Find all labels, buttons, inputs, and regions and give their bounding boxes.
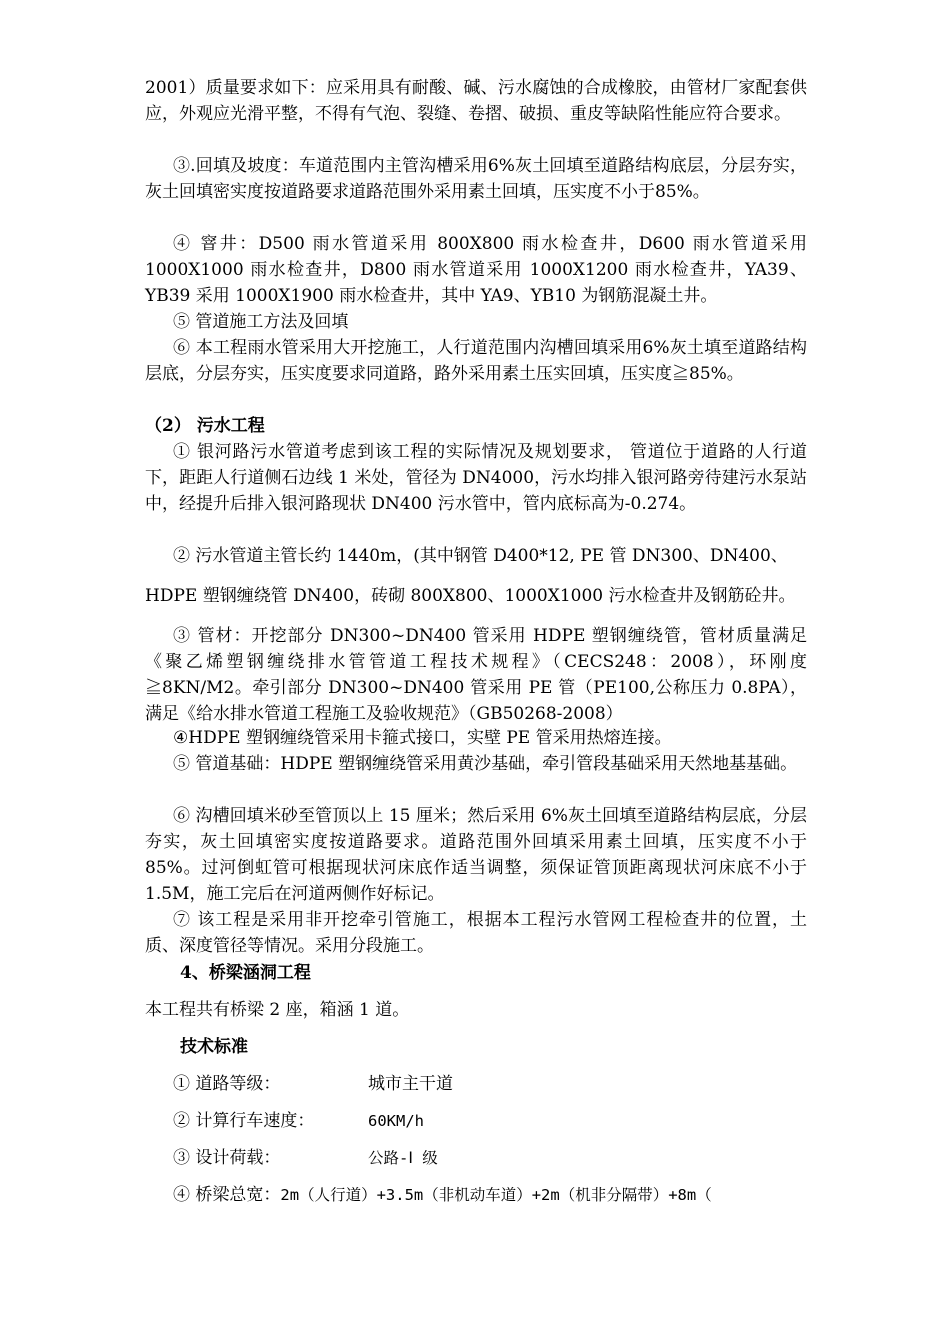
paragraph-sewage-foundation: ⑤ 管道基础：HDPE 塑钢缠绕管采用黄沙基础，牵引管段基础采用天然地基基础。 — [173, 754, 798, 774]
heading-sewage-works: （2） 污水工程 — [145, 416, 265, 436]
standard-row-road-class — [173, 1071, 453, 1097]
paragraph-sewage-material: ③ 管材：开挖部分 DN300~DN400 管采用 HDPE 塑钢缠绕管，管材质量满足《聚乙烯塑钢缠绕排水管管道工程技术规程》（CECS248：2008），环刚度≧8KN/M2。牵引部分 DN300~DN400 管采用 PE 管（PE100,公称压力 0.8PA），满足《给水排水管道工程施工及验收规范》（GB50268-2008） — [145, 626, 807, 724]
standard-row-design-speed — [173, 1108, 424, 1134]
paragraph-rain-method: ⑤ 管道施工方法及回填 — [173, 312, 349, 332]
standard-value: 60KM/h — [368, 1112, 424, 1130]
standard-row-bridge-width — [173, 1182, 712, 1208]
paragraph-rain-excavation: ⑥ 本工程雨水管采用大开挖施工，人行道范围内沟槽回填采用6%灰土填至道路结构层底，分层夯实，压实度要求同道路，路外采用素土压实回填，压实度≧85%。 — [145, 338, 807, 384]
paragraph-sewage-joints: ④HDPE 塑钢缠绕管采用卡箍式接口，实壁 PE 管采用热熔连接。 — [173, 728, 672, 748]
paragraph-sewage-trenchless: ⑦ 该工程是采用非开挖牵引管施工，根据本工程污水管网工程检查井的位置，土质、深度管径等情况。采用分段施工。 — [145, 910, 807, 956]
standard-label: ③ 设计荷载： — [173, 1148, 281, 1168]
paragraph-rain-backfill: ③.回填及坡度：车道范围内主管沟槽采用6%灰土回填至道路结构底层，分层夯实，灰土回填密实度按道路要求道路范围外采用素土回填，压实度不小于85%。 — [145, 156, 807, 202]
standard-value: 公路-Ⅰ 级 — [368, 1149, 438, 1167]
standard-label: ② 计算行车速度： — [173, 1111, 315, 1131]
standard-row-design-load — [173, 1145, 438, 1171]
standard-value: 城市主干道 — [368, 1074, 453, 1094]
standard-label: ④ 桥梁总宽： — [173, 1185, 281, 1205]
heading-technical-standards: 技术标准 — [180, 1037, 248, 1057]
paragraph-bridge-count: 本工程共有桥梁 2 座，箱涵 1 道。 — [145, 1000, 410, 1020]
paragraph-rain-manholes: ④ 窨井：D500 雨水管道采用 800X800 雨水检查井，D600 雨水管道采用 1000X1000 雨水检查井，D800 雨水管道采用 1000X1200 雨水检查井，YA39、YB39 采用 1000X1900 雨水检查井，其中 YA9、YB10 为钢筋混凝土井。 — [145, 234, 807, 306]
paragraph-rubber-requirements: 2001）质量要求如下：应采用具有耐酸、碱、污水腐蚀的合成橡胶，由管材厂家配套供应，外观应光滑平整，不得有气泡、裂缝、卷摺、破损、重皮等缺陷性能应符合要求。 — [145, 78, 807, 124]
paragraph-sewage-pipeline: ① 银河路污水管道考虑到该工程的实际情况及规划要求， 管道位于道路的人行道下，距距人行道侧石边线 1 米处，管径为 DN4000，污水均排入银河路旁待建污水泵站中，经提升后排入银河路现状 DN400 污水管中，管内底标高为-0.274。 — [145, 442, 807, 514]
heading-bridge-culvert: 4、桥梁涵洞工程 — [180, 963, 311, 983]
paragraph-sewage-length-cont: HDPE 塑钢缠绕管 DN400，砖砌 800X800、1000X1000 污水检查井及钢筋砼井。 — [145, 586, 796, 606]
paragraph-sewage-trench-backfill: ⑥ 沟槽回填米砂至管顶以上 15 厘米；然后采用 6%灰土回填至道路结构层底，分层夯实，灰土回填密实度按道路要求。道路范围外回填采用素土回填，压实度不小于 85%。过河倒虹管可根据现状河床底作适当调整，须保证管顶距离现状河床底不小于 1.5M，施工完后在河道两侧作好标记。 — [145, 806, 807, 904]
paragraph-sewage-length: ② 污水管道主管长约 1440m，(其中钢管 D400*12, PE 管 DN300、DN400、 — [173, 546, 788, 566]
standard-label: ① 道路等级： — [173, 1074, 281, 1094]
standard-value: 2m（人行道）+3.5m（非机动车道）+2m（机非分隔带）+8m（ — [280, 1186, 712, 1204]
